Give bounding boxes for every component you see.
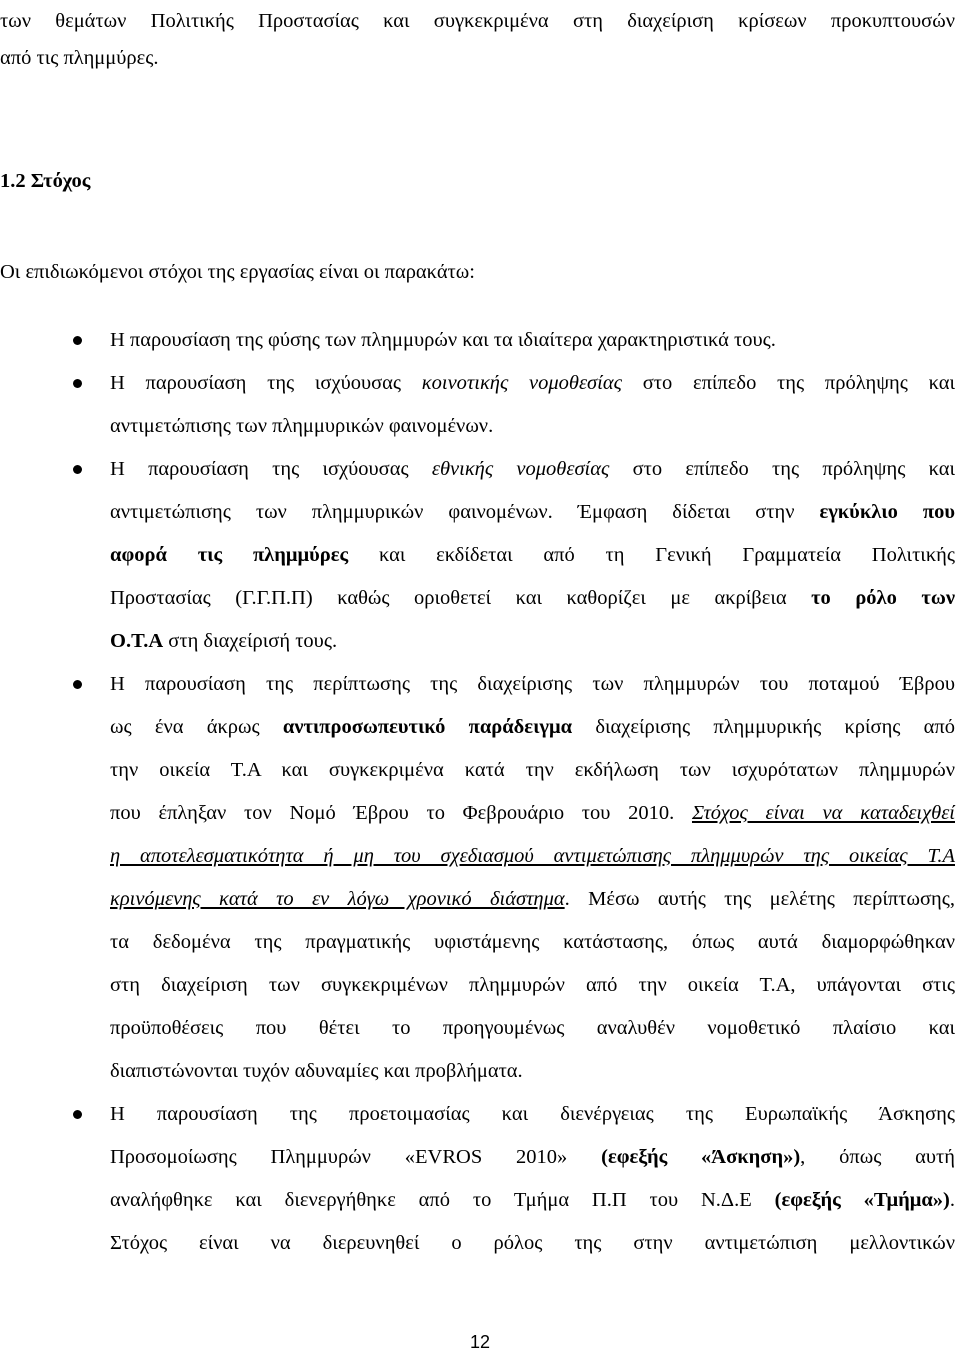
list-item: Η παρουσίαση της ισχύουσας κοινοτικής νομοθεσίας στο επίπεδο της πρόληψης και αντιμετώπισης των πλημμυρικών φαινομένων. bbox=[0, 362, 955, 448]
list-item: Η παρουσίαση της περίπτωσης της διαχείρισης των πλημμυρών του ποταμού Έβρου ως ένα άκρως αντιπροσωπευτικό παράδειγμα διαχείρισης πλημμυρικής κρίσης από την οικεία Τ.Α και συγκεκριμένα κατά την εκδήλωση των ισχυρότατων πλημμυρών που έπληξαν τον Νομό Έβρου το Φεβρουάριο του 2010. Στόχος είναι να καταδειχθεί η αποτελεσματικότητα ή μη του σχεδιασμού αντιμετώπισης πλημμυρών της οικείας Τ.Α κρινόμενης κατά το εν λόγω χρονικό διάστημα. Μέσω αυτής της μελέτης περίπτωσης, τα δεδομένα της πραγματικής υφιστάμενης κατάστασης, όπως αυτά διαμορφώθηκαν στη διαχείριση των συγκεκριμένων πλημμυρών από την οικεία Τ.Α, υπάγονται στις προϋποθέσεις που θέτει το προηγουμένως αναλυθέν νομοθετικό πλαίσιο και διαπιστώνονται τυχόν αδυναμίες και προβλήματα. bbox=[0, 663, 955, 1093]
intro-line-2: από τις πλημμύρες. bbox=[0, 47, 159, 69]
section-heading: 1.2 Στόχος bbox=[0, 170, 91, 192]
list-item: Η παρουσίαση της προετοιμασίας και διενέργειας της Ευρωπαϊκής Άσκησης Προσομοίωσης Πλημμυρών «EVROS 2010» (εφεξής «Άσκηση»), όπως αυτή αναλήφθηκε και διενεργήθηκε από το Τμήμα Π.Π του Ν.Δ.Ε (εφεξής «Τμήμα»). Στόχος είναι να διερευνηθεί ο ρόλος της στην αντιμετώπιση μελλοντικών bbox=[0, 1093, 955, 1265]
section-lead: Οι επιδιωκόμενοι στόχοι της εργασίας είναι οι παρακάτω: bbox=[0, 261, 475, 283]
bullet-icon bbox=[73, 1110, 82, 1119]
bullet-icon bbox=[73, 680, 82, 689]
objectives-list bbox=[0, 319, 960, 1265]
bullet-icon bbox=[73, 465, 82, 474]
list-item: Η παρουσίαση της φύσης των πλημμυρών και τα ιδιαίτερα χαρακτηριστικά τους. bbox=[0, 319, 955, 362]
bullet-icon bbox=[73, 336, 82, 345]
intro-line-1: των θεμάτων Πολιτικής Προστασίας και συγκεκριμένα στη διαχείριση κρίσεων προκυπτουσών bbox=[0, 10, 955, 32]
page-number: 12 bbox=[469, 1332, 491, 1352]
list-item: Η παρουσίαση της ισχύουσας εθνικής νομοθεσίας στο επίπεδο της πρόληψης και αντιμετώπισης των πλημμυρικών φαινομένων. Έμφαση δίδεται στην εγκύκλιο που αφορά τις πλημμύρες και εκδίδεται από τη Γενική Γραμματεία Πολιτικής Προστασίας (Γ.Γ.Π.Π) καθώς οριοθετεί και καθορίζει με ακρίβεια το ρόλο των Ο.Τ.Α στη διαχείρισή τους. bbox=[0, 448, 955, 663]
bullet-icon bbox=[73, 379, 82, 388]
